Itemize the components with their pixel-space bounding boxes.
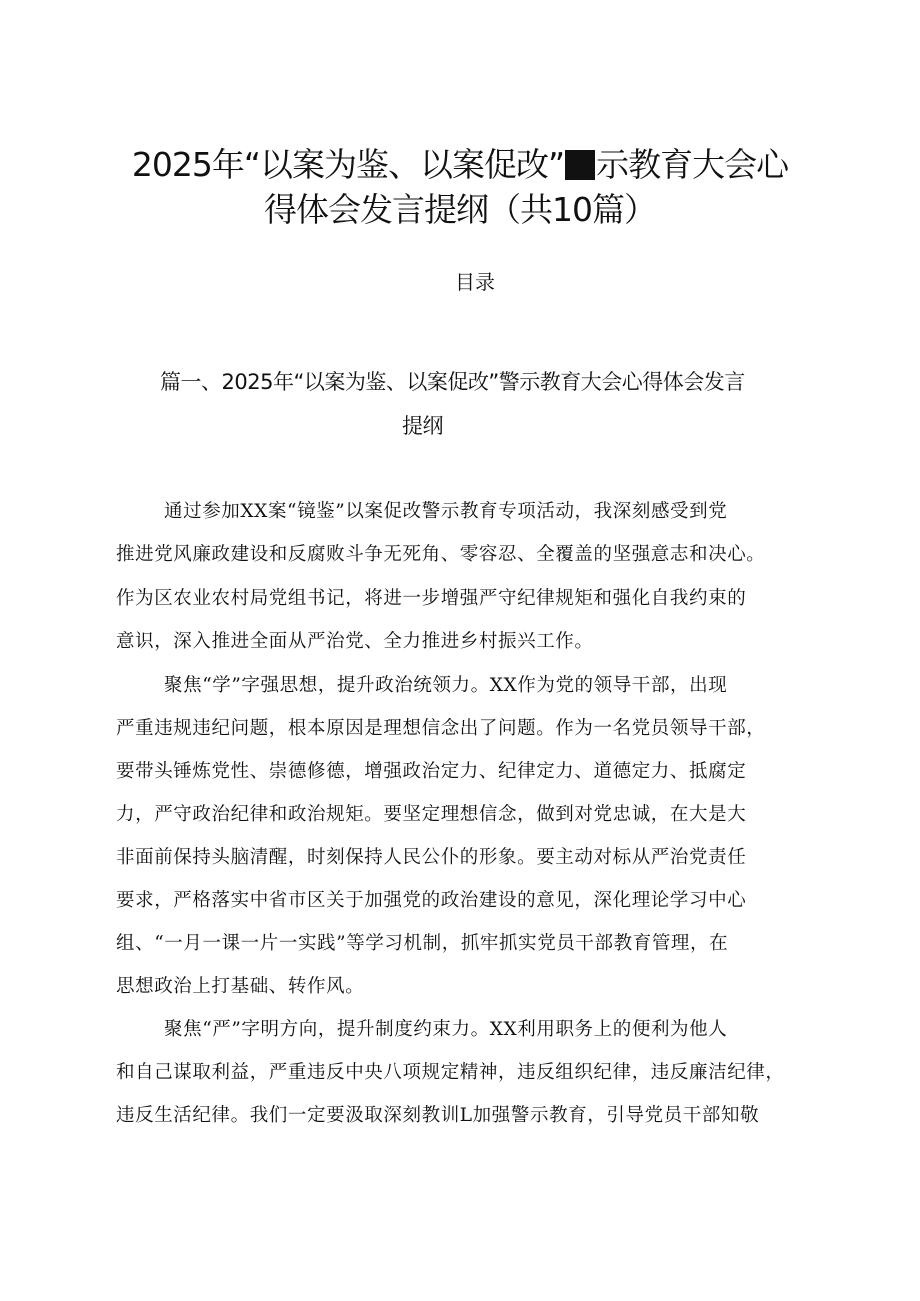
- document-title-line-2: 得体会发言提纲（共10篇）: [264, 190, 656, 229]
- toc-entry-1-line-1: 篇一、2025年“以案为鉴、以案促改”警示教育大会心得体会发言: [160, 370, 745, 394]
- toc-heading: 目录: [455, 270, 495, 294]
- body-text-line: 严重违规违纪问题，根本原因是理想信念出了问题。作为一名党员领导干部，: [116, 718, 766, 739]
- body-text-line: 组、“一月一课一片一实践”等学习机制，抓牢抓实党员干部教育管理，在: [116, 933, 729, 954]
- body-text-line: 聚焦“学”字强思想，提升政治统领力。XX作为党的领导干部，出现: [164, 675, 728, 696]
- document-title-line-1: [100, 139, 820, 186]
- body-text-line: 作为区农业农村局党组书记，将进一步增强严守纪律规矩和强化自我约束的: [116, 588, 747, 609]
- body-text-line: 要求，严格落实中省市区关于加强党的政治建设的意见，深化理论学习中心: [116, 890, 747, 911]
- body-text-line: 力，严守政治纪律和政治规矩。要坚定理想信念，做到对党忠诚，在大是大: [116, 804, 747, 825]
- body-text-line: 意识，深入推进全面从严治党、全力推进乡村振兴工作。: [116, 631, 594, 652]
- body-text-line: 和自己谋取利益，严重违反中央八项规定精神，违反组织纪律，违反廉洁纪律，: [116, 1062, 785, 1083]
- body-text-line: 聚焦“严”字明方向，提升制度约束力。XX利用职务上的便利为他人: [164, 1019, 728, 1040]
- body-text-line: 违反生活纪律。我们一定要汲取深刻教训L加强警示教育，引导党员干部知敬: [116, 1105, 760, 1126]
- scan-artifact-glyph: [565, 150, 595, 180]
- body-text-line: 非面前保持头脑清醒，时刻保持人民公仆的形象。要主动对标从严治党责任: [116, 847, 747, 868]
- title-text-part-1: 2025年“以案为鉴、以案促改”: [131, 145, 565, 184]
- body-text-line: 要带头锤炼党性、崇德修德，增强政治定力、纪律定力、道德定力、抵腐定: [116, 761, 747, 782]
- body-text-line: 推进党风廉政建设和反腐败斗争无死角、零容忍、全覆盖的坚强意志和决心。: [116, 544, 766, 565]
- body-text-line: 思想政治上打基础、转作风。: [116, 976, 365, 997]
- title-text-part-2: 示教育大会心: [596, 145, 789, 184]
- toc-entry-1-line-2: 提纲: [402, 414, 443, 438]
- body-text-line: 通过参加XX案“镜鉴”以案促改警示教育专项活动，我深刻感受到党: [164, 501, 728, 522]
